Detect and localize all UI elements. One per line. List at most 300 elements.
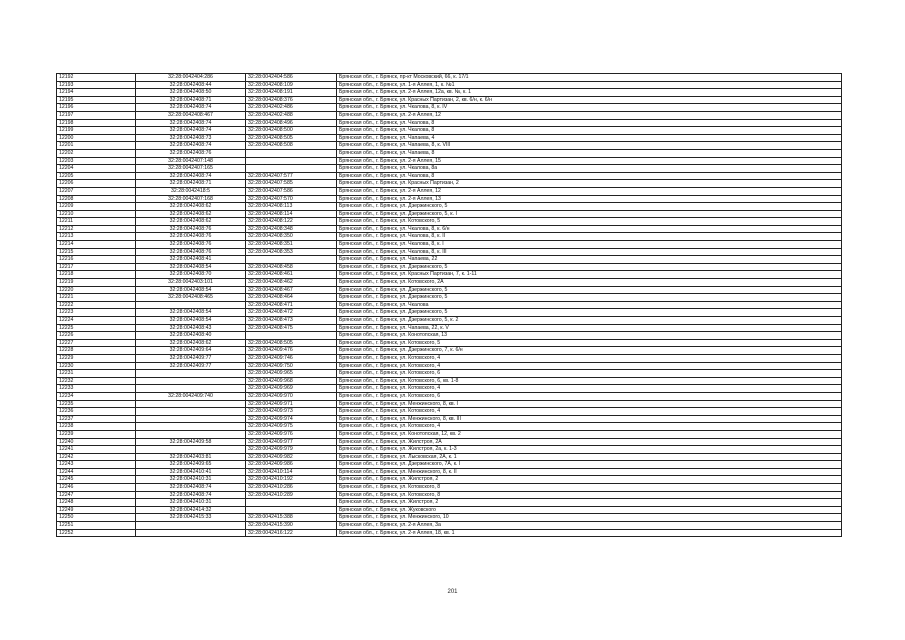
table-row — [57, 529, 842, 537]
object-number-cell: 32:28:0042409:974 — [246, 415, 337, 423]
row-number-cell: 12246 — [57, 484, 136, 492]
address-cell: Брянская обл., г. Брянск, ул. Лысковская, 2А, к. 1 — [337, 453, 842, 461]
row-number-cell: 12231 — [57, 370, 136, 378]
table-row — [57, 180, 842, 188]
parcel-number-cell: 32:28:0042408:54 — [136, 263, 246, 271]
row-number-cell: 12243 — [57, 461, 136, 469]
address-cell: Брянская обл., г. Брянск, ул. 2-я Аллея, 13 — [337, 195, 842, 203]
object-number-cell: 32:28:0042408:496 — [246, 119, 337, 127]
table-row — [57, 81, 842, 89]
address-cell: Брянская обл., г. Брянск, ул. Котовского, 8 — [337, 491, 842, 499]
row-number-cell: 12229 — [57, 354, 136, 362]
object-number-cell: 32:28:0042408:475 — [246, 324, 337, 332]
address-cell: Брянская обл., г. Брянск, ул. Чкалова, 8а — [337, 165, 842, 173]
parcel-number-cell: 32:28:0042409:65 — [136, 461, 246, 469]
object-number-cell: 32:28:0042407:585 — [246, 180, 337, 188]
address-cell: Брянская обл., г. Брянск, ул. 1-я Аллея, 1, к. №1 — [337, 81, 842, 89]
parcel-number-cell: 32:28:0042408:465 — [136, 294, 246, 302]
row-number-cell: 12214 — [57, 241, 136, 249]
table-row — [57, 104, 842, 112]
table-row — [57, 309, 842, 317]
row-number-cell: 12198 — [57, 119, 136, 127]
row-number-cell: 12238 — [57, 423, 136, 431]
parcel-number-cell: 32:28:0042409:64 — [136, 347, 246, 355]
address-cell: Брянская обл., г. Брянск, пр-кт Московский, 66, к. 17/1 — [337, 74, 842, 82]
row-number-cell: 12201 — [57, 142, 136, 150]
row-number-cell: 12204 — [57, 165, 136, 173]
table-row — [57, 74, 842, 82]
object-number-cell — [246, 157, 337, 165]
parcel-number-cell: 32:28:0042408:76 — [136, 149, 246, 157]
address-cell: Брянская обл., г. Брянск, ул. Жилстроя, 2а, к. 1-3 — [337, 446, 842, 454]
table-row — [57, 339, 842, 347]
object-number-cell: 32:28:0042408:122 — [246, 218, 337, 226]
address-cell: Брянская обл., г. Брянск, ул. Чапаева, 8 — [337, 149, 842, 157]
parcel-number-cell: 32:28:0042410:41 — [136, 468, 246, 476]
table-row — [57, 446, 842, 454]
address-cell: Брянская обл., г. Брянск, ул. Котовского, 4 — [337, 385, 842, 393]
row-number-cell: 12222 — [57, 301, 136, 309]
table-row — [57, 370, 842, 378]
table-row — [57, 294, 842, 302]
parcel-number-cell: 32:28:0042409:77 — [136, 354, 246, 362]
table-row — [57, 279, 842, 287]
address-cell: Брянская обл., г. Брянск, ул. Дзержинского, 5 — [337, 263, 842, 271]
address-cell: Брянская обл., г. Брянск, ул. Котовского, 6 — [337, 392, 842, 400]
parcel-number-cell: 32:28:0042408:43 — [136, 324, 246, 332]
address-cell: Брянская обл., г. Брянск, ул. Дзержинского, 5, к. I — [337, 210, 842, 218]
row-number-cell: 12248 — [57, 499, 136, 507]
table-row — [57, 317, 842, 325]
parcel-number-cell: 32:28:0042410:31 — [136, 476, 246, 484]
table-row — [57, 453, 842, 461]
address-cell: Брянская обл., г. Брянск, ул. Котовского, 4 — [337, 362, 842, 370]
address-cell: Брянская обл., г. Брянск, ул. Жилстроя, 2 — [337, 499, 842, 507]
object-number-cell: 32:28:0042408:350 — [246, 233, 337, 241]
parcel-number-cell: 32:28:0042408:50 — [136, 89, 246, 97]
address-cell: Брянская обл., г. Брянск, ул. Дзержинского, 5 — [337, 203, 842, 211]
row-number-cell: 12200 — [57, 134, 136, 142]
page-number: 201 — [447, 589, 458, 595]
row-number-cell: 12244 — [57, 468, 136, 476]
row-number-cell: 12215 — [57, 248, 136, 256]
row-number-cell: 12218 — [57, 271, 136, 279]
table-row — [57, 256, 842, 264]
row-number-cell: 12206 — [57, 180, 136, 188]
parcel-number-cell: 32:28:0042418:5 — [136, 187, 246, 195]
row-number-cell: 12195 — [57, 96, 136, 104]
table-row — [57, 476, 842, 484]
row-number-cell: 12202 — [57, 149, 136, 157]
table-row — [57, 301, 842, 309]
table-row — [57, 354, 842, 362]
row-number-cell: 12237 — [57, 415, 136, 423]
parcel-number-cell: 32:28:0042408:74 — [136, 491, 246, 499]
row-number-cell: 12252 — [57, 529, 136, 537]
object-number-cell: 32:28:0042409:968 — [246, 377, 337, 385]
table-row — [57, 332, 842, 340]
parcel-number-cell — [136, 385, 246, 393]
parcel-number-cell: 32:28:0042409:58 — [136, 438, 246, 446]
object-number-cell: 32:28:0042409:986 — [246, 461, 337, 469]
address-cell: Брянская обл., г. Брянск, ул. Чкалова, 8, к. II — [337, 233, 842, 241]
parcel-number-cell: 32:28:0042408:73 — [136, 134, 246, 142]
parcel-number-cell: 32:28:0042407:165 — [136, 165, 246, 173]
row-number-cell: 12216 — [57, 256, 136, 264]
row-number-cell: 12208 — [57, 195, 136, 203]
table-row — [57, 522, 842, 530]
table-row — [57, 134, 842, 142]
parcel-number-cell: 32:28:0042408:54 — [136, 286, 246, 294]
object-number-cell — [246, 506, 337, 514]
parcel-number-cell: 32:28:0042408:76 — [136, 225, 246, 233]
address-cell: Брянская обл., г. Брянск, ул. Чкалова, 8, к. III — [337, 248, 842, 256]
table-row — [57, 400, 842, 408]
parcel-number-cell: 32:28:0042408:76 — [136, 248, 246, 256]
address-cell: Брянская обл., г. Брянск, ул. Котовского, 2А — [337, 279, 842, 287]
address-cell: Брянская обл., г. Брянск, ул. Котовского, 5 — [337, 339, 842, 347]
parcel-number-cell — [136, 408, 246, 416]
row-number-cell: 12212 — [57, 225, 136, 233]
address-cell: Брянская обл., г. Брянск, ул. Дзержинского, 5, к. 2 — [337, 317, 842, 325]
parcel-number-cell: 32:28:0042408:74 — [136, 104, 246, 112]
parcel-number-cell — [136, 400, 246, 408]
address-cell: Брянская обл., г. Брянск, ул. Жуковского — [337, 506, 842, 514]
object-number-cell: 32:28:0042408:471 — [246, 301, 337, 309]
row-number-cell: 12193 — [57, 81, 136, 89]
row-number-cell: 12223 — [57, 309, 136, 317]
row-number-cell: 12209 — [57, 203, 136, 211]
row-number-cell: 12232 — [57, 377, 136, 385]
row-number-cell: 12203 — [57, 157, 136, 165]
row-number-cell: 12241 — [57, 446, 136, 454]
object-number-cell: 32:28:0042409:965 — [246, 370, 337, 378]
parcel-number-cell: 32:28:0042408:54 — [136, 309, 246, 317]
parcel-number-cell: 32:28:0042408:71 — [136, 96, 246, 104]
row-number-cell: 12197 — [57, 111, 136, 119]
table-row — [57, 248, 842, 256]
parcel-number-cell — [136, 423, 246, 431]
address-cell: Брянская обл., г. Брянск, ул. Менжинского, 8, кв. III — [337, 415, 842, 423]
parcel-number-cell: 32:28:0042408:44 — [136, 81, 246, 89]
object-number-cell: 32:28:0042407:570 — [246, 195, 337, 203]
address-cell: Брянская обл., г. Брянск, ул. Чкалова, 8, к. 6/н — [337, 225, 842, 233]
object-number-cell: 32:28:0042408:473 — [246, 317, 337, 325]
parcel-number-cell: 32:28:0042407:168 — [136, 195, 246, 203]
table-row — [57, 491, 842, 499]
object-number-cell: 32:28:0042408:508 — [246, 142, 337, 150]
parcel-number-cell: 32:28:0042408:62 — [136, 210, 246, 218]
row-number-cell: 12250 — [57, 514, 136, 522]
address-cell: Брянская обл., г. Брянск, ул. Котовского, 6, кв. 1-8 — [337, 377, 842, 385]
table-row — [57, 187, 842, 195]
table-row — [57, 142, 842, 150]
table-row — [57, 127, 842, 135]
table-row — [57, 241, 842, 249]
table-row — [57, 377, 842, 385]
address-cell: Брянская обл., г. Брянск, ул. Чкалова, 8 — [337, 172, 842, 180]
row-number-cell: 12245 — [57, 476, 136, 484]
parcel-number-cell: 32:28:0042408:54 — [136, 317, 246, 325]
address-cell: Брянская обл., г. Брянск, ул. Чапаева, 22, к. V — [337, 324, 842, 332]
object-number-cell: 32:28:0042408:191 — [246, 89, 337, 97]
row-number-cell: 12224 — [57, 317, 136, 325]
object-number-cell: 32:28:0042404:586 — [246, 74, 337, 82]
row-number-cell: 12225 — [57, 324, 136, 332]
object-number-cell: 32:28:0042409:750 — [246, 362, 337, 370]
parcel-number-cell — [136, 370, 246, 378]
cadastral-table — [56, 73, 842, 537]
row-number-cell: 12247 — [57, 491, 136, 499]
address-cell: Брянская обл., г. Брянск, ул. Красных Партизан, 2, кв. 6/н, к. 6/н — [337, 96, 842, 104]
address-cell: Брянская обл., г. Брянск, ул. Дзержинского, 5 — [337, 309, 842, 317]
object-number-cell: 32:28:0042408:113 — [246, 203, 337, 211]
row-number-cell: 12242 — [57, 453, 136, 461]
object-number-cell: 32:28:0042409:476 — [246, 347, 337, 355]
address-cell: Брянская обл., г. Брянск, ул. Конотопская, 12, кв. 2 — [337, 430, 842, 438]
row-number-cell: 12226 — [57, 332, 136, 340]
address-cell: Брянская обл., г. Брянск, ул. 2-я Аллея, 3а — [337, 522, 842, 530]
row-number-cell: 12227 — [57, 339, 136, 347]
object-number-cell: 32:28:0042408:505 — [246, 134, 337, 142]
parcel-number-cell: 32:28:0042408:74 — [136, 119, 246, 127]
parcel-number-cell — [136, 377, 246, 385]
object-number-cell: 32:28:0042407:586 — [246, 187, 337, 195]
address-cell: Брянская обл., г. Брянск, ул. Чапаева, 4 — [337, 134, 842, 142]
object-number-cell: 32:28:0042408:461 — [246, 271, 337, 279]
row-number-cell: 12194 — [57, 89, 136, 97]
row-number-cell: 12235 — [57, 400, 136, 408]
parcel-number-cell — [136, 430, 246, 438]
parcel-number-cell: 32:28:0042408:41 — [136, 256, 246, 264]
address-cell: Брянская обл., г. Брянск, ул. Котовского, 8 — [337, 484, 842, 492]
table-row — [57, 385, 842, 393]
row-number-cell: 12233 — [57, 385, 136, 393]
object-number-cell: 32:28:0042402:488 — [246, 111, 337, 119]
parcel-number-cell — [136, 522, 246, 530]
address-cell: Брянская обл., г. Брянск, ул. Чкалова, 8, к. I — [337, 241, 842, 249]
object-number-cell: 32:28:0042408:351 — [246, 241, 337, 249]
object-number-cell: 32:28:0042409:982 — [246, 453, 337, 461]
address-cell: Брянская обл., г. Брянск, ул. 2-я Аллея, 12 — [337, 187, 842, 195]
table-row — [57, 347, 842, 355]
object-number-cell: 32:28:0042415:388 — [246, 514, 337, 522]
parcel-number-cell — [136, 415, 246, 423]
parcel-number-cell: 32:28:0042408:76 — [136, 233, 246, 241]
address-cell: Брянская обл., г. Брянск, ул. Менжинского, 8, к. II — [337, 468, 842, 476]
address-cell: Брянская обл., г. Брянск, ул. Котовского, 4 — [337, 354, 842, 362]
table-row — [57, 149, 842, 157]
table-row — [57, 286, 842, 294]
table-row — [57, 172, 842, 180]
address-cell: Брянская обл., г. Брянск, ул. Чкалова, 8 — [337, 127, 842, 135]
object-number-cell — [246, 499, 337, 507]
parcel-number-cell: 32:28:0042408:62 — [136, 218, 246, 226]
address-cell: Брянская обл., г. Брянск, ул. Красных Партизан, 7, к. 1-11 — [337, 271, 842, 279]
parcel-number-cell: 32:28:0042408:467 — [136, 111, 246, 119]
row-number-cell: 12239 — [57, 430, 136, 438]
parcel-number-cell: 32:28:0042408:76 — [136, 241, 246, 249]
address-cell: Брянская обл., г. Брянск, ул. 2-я Аллея, 12а, кв. №, к. 1 — [337, 89, 842, 97]
address-cell: Брянская обл., г. Брянск, ул. Котовского, 4 — [337, 423, 842, 431]
address-cell: Брянская обл., г. Брянск, ул. Чкалова, 8, к. IV — [337, 104, 842, 112]
row-number-cell: 12199 — [57, 127, 136, 135]
table-row — [57, 415, 842, 423]
object-number-cell: 32:28:0042410:192 — [246, 476, 337, 484]
table-row — [57, 89, 842, 97]
object-number-cell: 32:28:0042402:486 — [246, 104, 337, 112]
parcel-number-cell: 32:28:0042410:31 — [136, 499, 246, 507]
object-number-cell: 32:28:0042408:500 — [246, 127, 337, 135]
parcel-number-cell: 32:28:0042408:40 — [136, 332, 246, 340]
object-number-cell: 32:28:0042408:462 — [246, 279, 337, 287]
address-cell: Брянская обл., г. Брянск, ул. Чапаева, 22 — [337, 256, 842, 264]
address-cell: Брянская обл., г. Брянск, ул. Менжинского, 10 — [337, 514, 842, 522]
parcel-number-cell: 32:28:0042409:740 — [136, 392, 246, 400]
address-cell: Брянская обл., г. Брянск, ул. Конотопская, 13 — [337, 332, 842, 340]
table-row — [57, 210, 842, 218]
table-row — [57, 362, 842, 370]
object-number-cell: 32:28:0042410:114 — [246, 468, 337, 476]
row-number-cell: 12219 — [57, 279, 136, 287]
parcel-number-cell: 32:28:0042408:62 — [136, 203, 246, 211]
address-cell: Брянская обл., г. Брянск, ул. Менжинского, 8, кв. I — [337, 400, 842, 408]
object-number-cell: 32:28:0042407:577 — [246, 172, 337, 180]
address-cell: Брянская обл., г. Брянск, ул. Красных Партизан, 2 — [337, 180, 842, 188]
table-row — [57, 233, 842, 241]
object-number-cell: 32:28:0042409:977 — [246, 438, 337, 446]
parcel-number-cell — [136, 301, 246, 309]
object-number-cell: 32:28:0042409:979 — [246, 446, 337, 454]
address-cell: Брянская обл., г. Брянск, ул. 2-я Аллея, 12 — [337, 111, 842, 119]
row-number-cell: 12211 — [57, 218, 136, 226]
object-number-cell: 32:28:0042408:376 — [246, 96, 337, 104]
object-number-cell: 32:28:0042408:353 — [246, 248, 337, 256]
table-row — [57, 111, 842, 119]
table-row — [57, 506, 842, 514]
address-cell: Брянская обл., г. Брянск, ул. Чкалова — [337, 301, 842, 309]
parcel-number-cell: 32:28:0042408:74 — [136, 142, 246, 150]
object-number-cell — [246, 332, 337, 340]
row-number-cell: 12196 — [57, 104, 136, 112]
parcel-number-cell — [136, 529, 246, 537]
parcel-number-cell: 32:28:0042408:74 — [136, 484, 246, 492]
object-number-cell: 32:28:0042409:971 — [246, 400, 337, 408]
object-number-cell: 32:28:0042408:114 — [246, 210, 337, 218]
row-number-cell: 12230 — [57, 362, 136, 370]
object-number-cell: 32:28:0042409:976 — [246, 430, 337, 438]
table-row — [57, 165, 842, 173]
object-number-cell: 32:28:0042409:969 — [246, 385, 337, 393]
row-number-cell: 12249 — [57, 506, 136, 514]
object-number-cell — [246, 149, 337, 157]
address-cell: Брянская обл., г. Брянск, ул. Котовского, 6 — [337, 370, 842, 378]
row-number-cell: 12210 — [57, 210, 136, 218]
table-row — [57, 263, 842, 271]
object-number-cell: 32:28:0042409:746 — [246, 354, 337, 362]
row-number-cell: 12228 — [57, 347, 136, 355]
parcel-number-cell: 32:28:0042415:33 — [136, 514, 246, 522]
address-cell: Брянская обл., г. Брянск, ул. Жилстроя, 2А — [337, 438, 842, 446]
row-number-cell: 12221 — [57, 294, 136, 302]
row-number-cell: 12240 — [57, 438, 136, 446]
object-number-cell: 32:28:0042415:390 — [246, 522, 337, 530]
object-number-cell: 32:28:0042408:505 — [246, 339, 337, 347]
table-row — [57, 157, 842, 165]
parcel-number-cell — [136, 446, 246, 454]
object-number-cell: 32:28:0042408:472 — [246, 309, 337, 317]
address-cell: Брянская обл., г. Брянск, ул. Жилстроя, 2 — [337, 476, 842, 484]
parcel-number-cell: 32:28:0042408:74 — [136, 172, 246, 180]
address-cell: Брянская обл., г. Брянск, ул. Дзержинского, 7, к. 6/н — [337, 347, 842, 355]
address-cell: Брянская обл., г. Брянск, ул. Котовского, 5 — [337, 218, 842, 226]
object-number-cell: 32:28:0042408:458 — [246, 263, 337, 271]
row-number-cell: 12220 — [57, 286, 136, 294]
object-number-cell: 32:28:0042410:289 — [246, 491, 337, 499]
parcel-number-cell: 32:28:0042404:286 — [136, 74, 246, 82]
table-row — [57, 195, 842, 203]
table-row — [57, 225, 842, 233]
address-cell: Брянская обл., г. Брянск, ул. Чкалова, 8 — [337, 119, 842, 127]
table-row — [57, 271, 842, 279]
object-number-cell: 32:28:0042408:464 — [246, 294, 337, 302]
object-number-cell: 32:28:0042416:122 — [246, 529, 337, 537]
table-row — [57, 499, 842, 507]
table-row — [57, 96, 842, 104]
address-cell: Брянская обл., г. Брянск, ул. Дзержинского, 5 — [337, 286, 842, 294]
parcel-number-cell: 32:28:0042408:70 — [136, 271, 246, 279]
row-number-cell: 12251 — [57, 522, 136, 530]
object-number-cell: 32:28:0042409:973 — [246, 408, 337, 416]
object-number-cell — [246, 165, 337, 173]
table-row — [57, 119, 842, 127]
table-row — [57, 423, 842, 431]
table-row — [57, 392, 842, 400]
table-row — [57, 218, 842, 226]
parcel-number-cell: 32:28:0042407:148 — [136, 157, 246, 165]
table-row — [57, 461, 842, 469]
object-number-cell — [246, 256, 337, 264]
object-number-cell: 32:28:0042409:975 — [246, 423, 337, 431]
object-number-cell: 32:28:0042410:286 — [246, 484, 337, 492]
object-number-cell: 32:28:0042408:467 — [246, 286, 337, 294]
row-number-cell: 12236 — [57, 408, 136, 416]
parcel-number-cell: 32:28:0042409:77 — [136, 362, 246, 370]
address-cell: Брянская обл., г. Брянск, ул. 2-я Аллея, 18, кв. 1 — [337, 529, 842, 537]
row-number-cell: 12205 — [57, 172, 136, 180]
parcel-number-cell: 32:28:0042408:62 — [136, 339, 246, 347]
address-cell: Брянская обл., г. Брянск, ул. 2-я Аллея, 15 — [337, 157, 842, 165]
object-number-cell: 32:28:0042408:348 — [246, 225, 337, 233]
parcel-number-cell: 32:28:0042414:32 — [136, 506, 246, 514]
row-number-cell: 12207 — [57, 187, 136, 195]
address-cell: Брянская обл., г. Брянск, ул. Чапаева, 8, к. VIII — [337, 142, 842, 150]
parcel-number-cell: 32:28:0042403:81 — [136, 453, 246, 461]
table-row — [57, 408, 842, 416]
row-number-cell: 12234 — [57, 392, 136, 400]
table-row — [57, 203, 842, 211]
row-number-cell: 12192 — [57, 74, 136, 82]
parcel-number-cell: 32:28:0042408:74 — [136, 127, 246, 135]
address-cell: Брянская обл., г. Брянск, ул. Котовского, 4 — [337, 408, 842, 416]
object-number-cell: 32:28:0042409:970 — [246, 392, 337, 400]
table-row — [57, 438, 842, 446]
table-row — [57, 468, 842, 476]
table-body — [57, 74, 842, 537]
address-cell: Брянская обл., г. Брянск, ул. Дзержинского, 5 — [337, 294, 842, 302]
row-number-cell: 12213 — [57, 233, 136, 241]
table-row — [57, 514, 842, 522]
